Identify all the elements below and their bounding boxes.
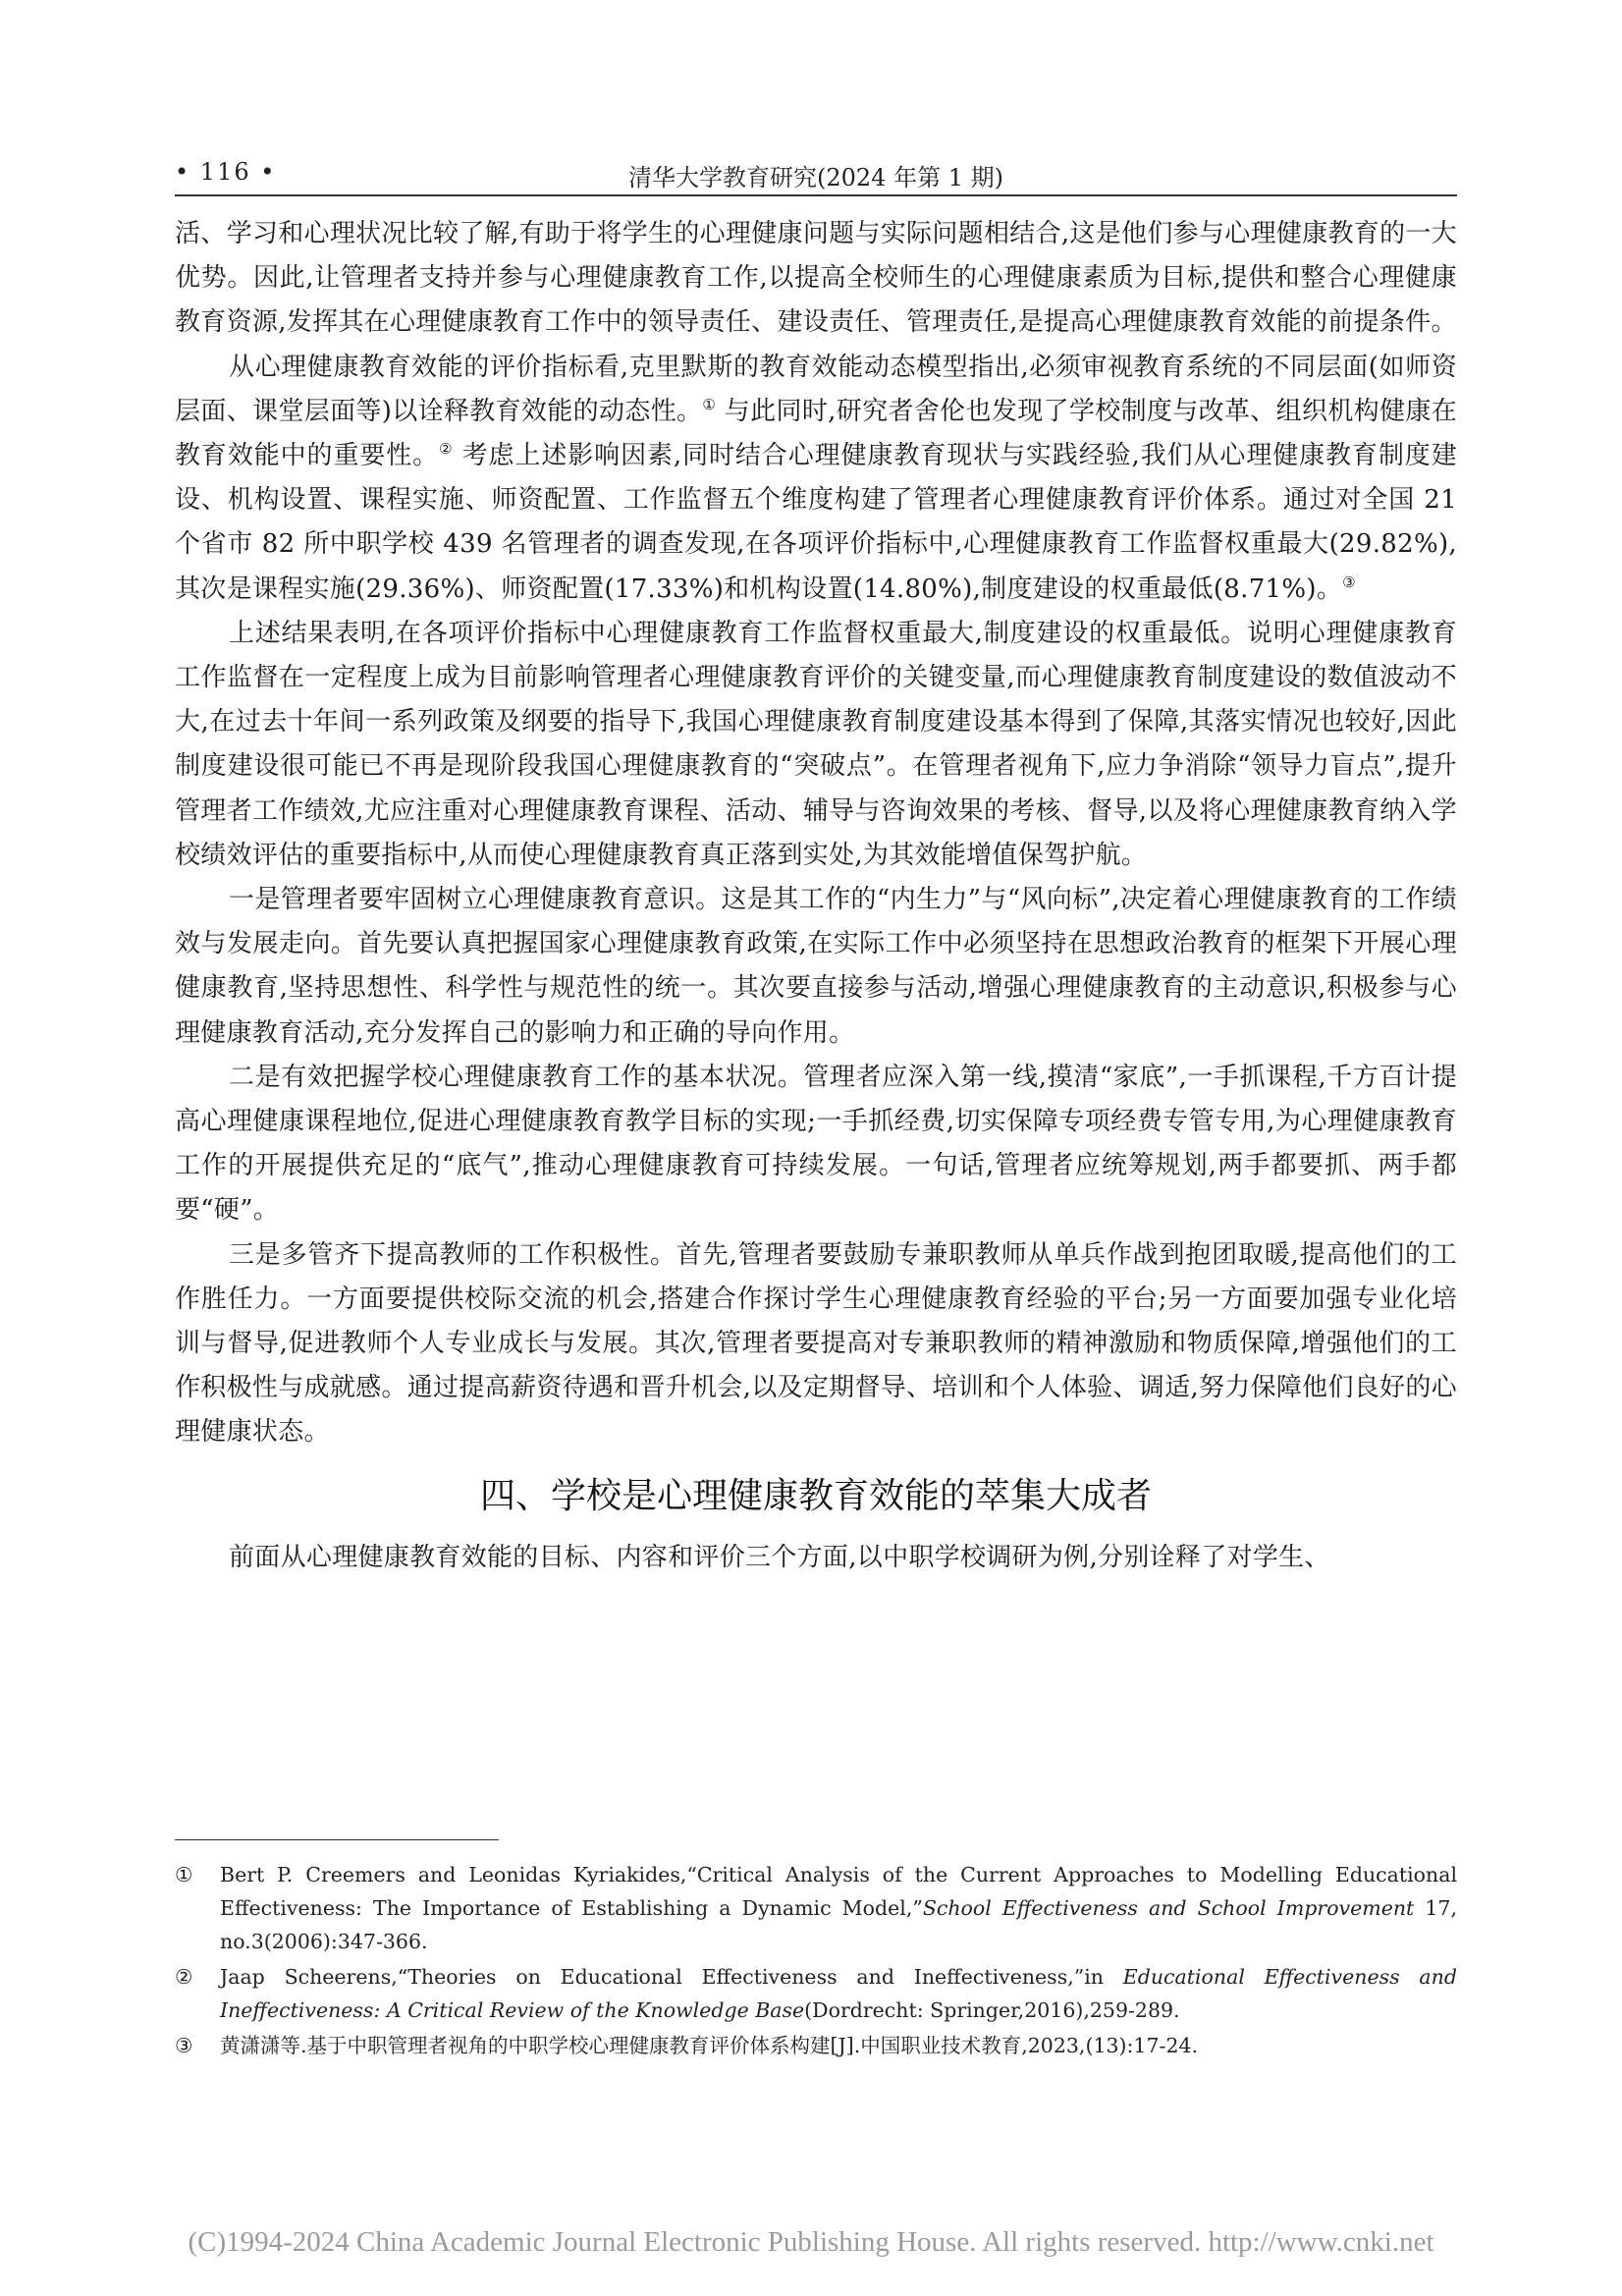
paragraph-2 — [175, 346, 1457, 612]
footnote-book-title: Educational Effectiveness and Ineffectiveness: A Critical Review of the Knowledge Base — [220, 1965, 1457, 2022]
copyright-notice: (C)1994-2024 China Academic Journal Electronic Publishing House. All rights reserved. http://www.cnki.net — [188, 2226, 1434, 2258]
paragraph-3: 上述结果表明,在各项评价指标中心理健康教育工作监督权重最大,制度建设的权重最低。说明心理健康教育工作监督在一定程度上成为目前影响管理者心理健康教育评价的关键变量,而心理健康教育制度建设的数值波动不大,在过去十年间一系列政策及纲要的指导下,我国心理健康教育制度建设基本得到了保障,其落实情况也较好,因此制度建设很可能已不再是现阶段我国心理健康教育的“突破点”。在管理者视角下,应力争消除“领导力盲点”,提升管理者工作绩效,尤应注重对心理健康教育课程、活动、辅导与咨询效果的考核、督导,以及将心理健康教育纳入学校绩效评估的重要指标中,从而使心理健康教育真正落到实处,为其效能增值保驾护航。 — [175, 618, 1457, 870]
footnote-ref-3[interactable]: ③ — [1342, 573, 1356, 591]
header-rule — [175, 194, 1457, 196]
footnote-ref-1[interactable]: ① — [702, 395, 717, 413]
paragraph-2-part-c: 考虑上述影响因素,同时结合心理健康教育现状与实践经验,我们从心理健康教育制度建设、机构设置、课程实施、师资配置、工作监督五个维度构建了管理者心理健康教育评价体系。通过对全国 21 个省市 82 所中职学校 439 名管理者的调查发现,在各项评价指标中,心理健康教育工作监督权重最大(29.82%),其次是课程实施(29.36%)、师资配置(17.33%)和机构设置(14.80%),制度建设的权重最低(8.71%)。 — [175, 441, 1457, 604]
paragraph-1: 活、学习和心理状况比较了解,有助于将学生的心理健康问题与实际问题相结合,这是他们参与心理健康教育的一大优势。因此,让管理者支持并参与心理健康教育工作,以提高全校师生的心理健康素质为目标,提供和整合心理健康教育资源,发挥其在心理健康教育工作中的领导责任、建设责任、管理责任,是提高心理健康教育效能的前提条件。 — [175, 219, 1457, 338]
footnote-text: Bert P. Creemers and Leonidas Kyriakides,“Critical Analysis of the Current Approaches to Modelling Educational Effectiveness: The Importance of Establishing a Dynamic Model,” — [220, 1863, 1457, 1920]
footnote-1 — [175, 1858, 1457, 1958]
footnote-text: Jaap Scheerens,“Theories on Educational Effectiveness and Ineffectiveness,”in — [220, 1965, 1123, 1989]
paragraph-5: 二是有效把握学校心理健康教育工作的基本状况。管理者应深入第一线,摸清“家底”,一手抓课程,千方百计提高心理健康课程地位,促进心理健康教育教学目标的实现;一手抓经费,切实保障专项经费专管专用,为心理健康教育工作的开展提供充足的“底气”,推动心理健康教育可持续发展。一句话,管理者应统筹规划,两手都要抓、两手都要“硬”。 — [175, 1062, 1457, 1226]
paragraph-2-part-b: 与此同时,研究者舍伦也发现了学校制度与改革、组织机构健康在教育效能中的重要性。 — [175, 396, 1458, 471]
article-body — [175, 212, 1457, 1580]
footnote-text: 黄潇潇等.基于中职管理者视角的中职学校心理健康教育评价体系构建[J].中国职业技术教育,2023,(13):17-24. — [220, 2034, 1199, 2057]
footnote-mark: ③ — [175, 2034, 193, 2057]
footnotes — [175, 1858, 1457, 2064]
footnote-2 — [175, 1960, 1457, 2027]
footnote-text-tail: 17, no.3(2006):347-366. — [220, 1896, 1457, 1953]
journal-title: 清华大学教育研究(2024 年第 1 期) — [628, 164, 1003, 191]
footnote-mark: ① — [175, 1863, 193, 1886]
page-number: • 116 • — [175, 158, 277, 186]
footnote-ref-2[interactable]: ② — [439, 440, 454, 459]
footnote-3 — [175, 2029, 1457, 2062]
footnote-text-tail: (Dordrecht: Springer,2016),259-289. — [804, 1998, 1180, 2022]
section-heading: 四、学校是心理健康教育效能的萃集大成者 — [479, 1475, 1152, 1516]
footnote-mark: ② — [175, 1965, 193, 1989]
running-head — [175, 152, 1457, 191]
paragraph-2-part-a: 从心理健康教育效能的评价指标看,克里默斯的教育效能动态模型指出,必须审视教育系统的不同层面(如师资层面、课堂层面等)以诠释教育效能的动态性。 — [175, 352, 1457, 426]
paragraph-7: 前面从心理健康教育效能的目标、内容和评价三个方面,以中职学校调研为例,分别诠释了对学生、 — [229, 1542, 1330, 1572]
footnote-rule — [175, 1839, 499, 1840]
footnote-journal-title: School Effectiveness and School Improvement — [922, 1896, 1415, 1920]
paragraph-4: 一是管理者要牢固树立心理健康教育意识。这是其工作的“内生力”与“风向标”,决定着心理健康教育的工作绩效与发展走向。首先要认真把握国家心理健康教育政策,在实际工作中必须坚持在思想政治教育的框架下开展心理健康教育,坚持思想性、科学性与规范性的统一。其次要直接参与活动,增强心理健康教育的主动意识,积极参与心理健康教育活动,充分发挥自己的影响力和正确的导向作用。 — [175, 885, 1457, 1048]
paragraph-6: 三是多管齐下提高教师的工作积极性。首先,管理者要鼓励专兼职教师从单兵作战到抱团取暖,提高他们的工作胜任力。一方面要提供校际交流的机会,搭建合作探讨学生心理健康教育经验的平台;另一方面要加强专业化培训与督导,促进教师个人专业成长与发展。其次,管理者要提高对专兼职教师的精神激励和物质保障,增强他们的工作积极性与成就感。通过提高薪资待遇和晋升机会,以及定期督导、培训和个人体验、调适,努力保障他们良好的心理健康状态。 — [175, 1239, 1457, 1448]
